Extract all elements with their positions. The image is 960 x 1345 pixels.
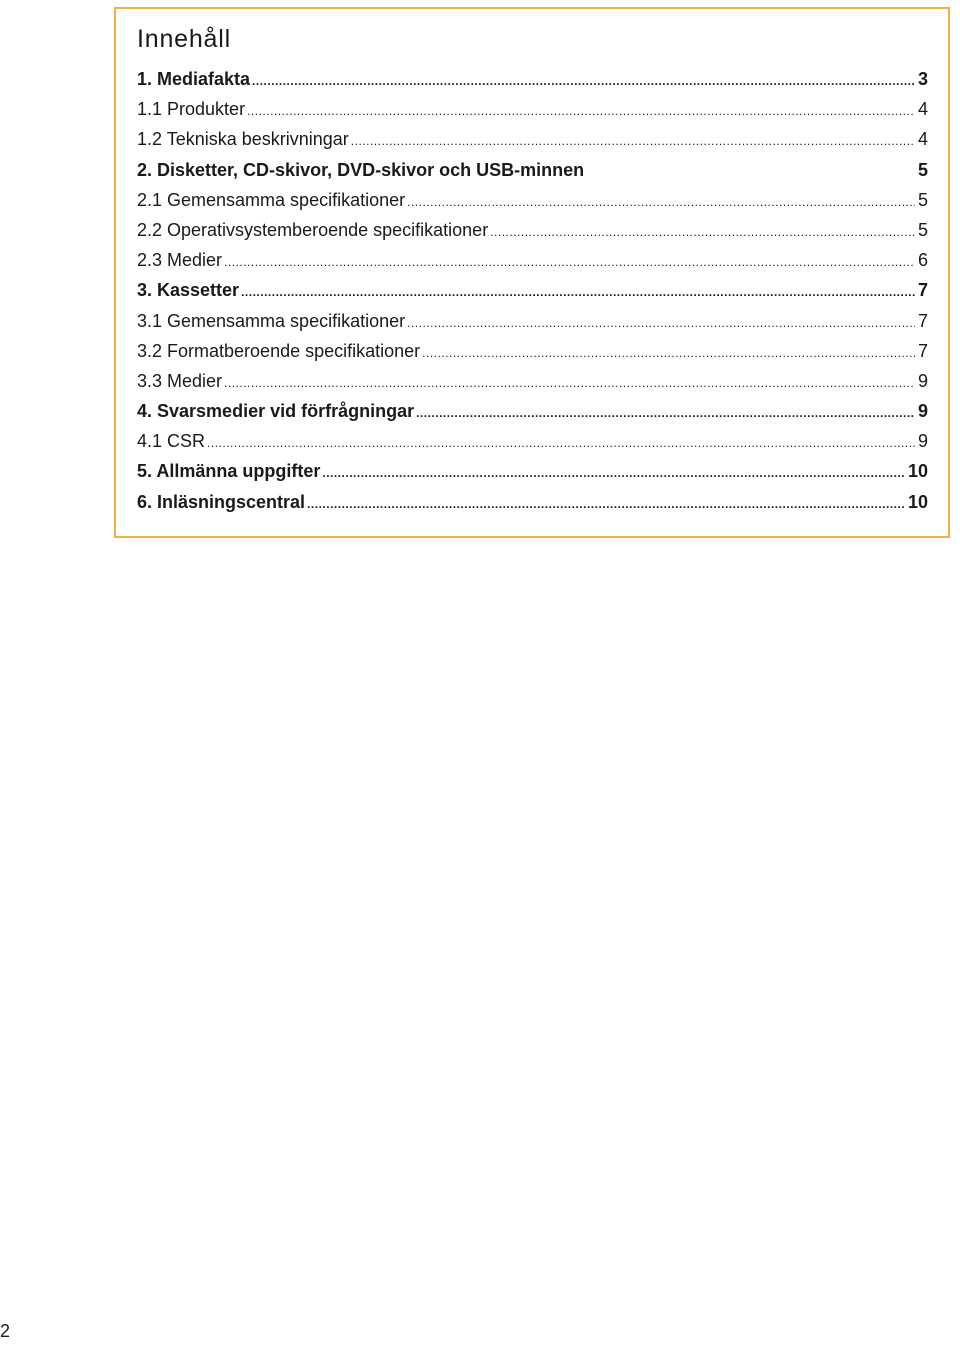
table-of-contents-box xyxy=(114,7,950,538)
toc-entry-label: 2.3 Medier xyxy=(137,250,223,271)
toc-dot-leader xyxy=(490,217,915,247)
toc-entry-label: 5. Allmänna uppgifter xyxy=(137,461,321,482)
toc-entry[interactable] xyxy=(137,245,928,275)
toc-entry-page-number: 9 xyxy=(917,401,928,422)
page-number: 2 xyxy=(0,1321,11,1341)
toc-entry[interactable] xyxy=(137,275,928,305)
toc-entry-page-number: 3 xyxy=(917,69,928,89)
toc-entry-page-number: 5 xyxy=(917,189,928,210)
toc-dot-leader xyxy=(351,126,915,156)
toc-entry-page-number: 10 xyxy=(907,461,928,482)
toc-entry-label: 1. Mediafakta xyxy=(137,69,251,89)
toc-entry-page-number: 9 xyxy=(917,431,928,452)
toc-entry-page-number: 4 xyxy=(917,99,928,120)
toc-entry[interactable] xyxy=(137,456,928,486)
toc-entry-label: 1.1 Produkter xyxy=(137,99,246,120)
toc-dot-leader xyxy=(241,277,915,307)
toc-entry[interactable] xyxy=(137,306,928,336)
toc-entry-label: 2.1 Gemensamma specifikationer xyxy=(137,189,406,210)
toc-dot-leader xyxy=(224,368,915,398)
toc-entry-label: 3.3 Medier xyxy=(137,370,223,391)
toc-entry[interactable] xyxy=(137,396,928,426)
toc-dot-leader xyxy=(407,187,915,217)
toc-entry-page-number: 6 xyxy=(917,250,928,271)
toc-entry-page-number: 7 xyxy=(917,310,928,331)
toc-entry-page-number: 7 xyxy=(917,280,928,301)
toc-dot-leader xyxy=(247,96,915,126)
toc-dot-leader xyxy=(322,458,905,488)
toc-dot-leader xyxy=(407,308,915,338)
toc-entry-page-number: 7 xyxy=(917,340,928,361)
toc-dot-leader xyxy=(252,66,915,96)
toc-entry-label: 4.1 CSR xyxy=(137,431,206,452)
toc-dot-leader xyxy=(307,489,905,519)
toc-list xyxy=(137,64,928,517)
toc-dot-leader xyxy=(422,338,915,368)
toc-entry-page-number: 5 xyxy=(917,159,928,180)
toc-entry-label: 3.2 Formatberoende specifikationer xyxy=(137,340,421,361)
toc-entry[interactable] xyxy=(137,155,928,185)
toc-entry[interactable] xyxy=(137,336,928,366)
toc-entry[interactable] xyxy=(137,366,928,396)
toc-entry-label: 1.2 Tekniska beskrivningar xyxy=(137,129,349,150)
toc-entry[interactable] xyxy=(137,215,928,245)
toc-dot-leader xyxy=(207,428,915,458)
toc-entry-page-number: 9 xyxy=(917,370,928,391)
toc-entry-page-number: 4 xyxy=(917,129,928,150)
toc-entry[interactable] xyxy=(137,426,928,456)
toc-entry-label: 4. Svarsmedier vid förfrågningar xyxy=(137,401,415,422)
toc-entry[interactable] xyxy=(137,94,928,124)
toc-entry-page-number: 5 xyxy=(917,219,928,240)
toc-entry-label: 3. Kassetter xyxy=(137,280,240,301)
toc-entry[interactable] xyxy=(137,124,928,154)
toc-entry[interactable] xyxy=(137,64,928,94)
toc-entry[interactable] xyxy=(137,487,928,517)
toc-entry[interactable] xyxy=(137,185,928,215)
toc-entry-label: 6. Inläsningscentral xyxy=(137,491,306,512)
toc-dot-leader xyxy=(416,398,915,428)
toc-entry-label: 2.2 Operativsystemberoende specifikationer xyxy=(137,219,489,240)
toc-entry-page-number: 10 xyxy=(907,491,928,512)
toc-entry-label: 2. Disketter, CD-skivor, DVD-skivor och USB-minnen xyxy=(137,159,585,180)
toc-dot-leader xyxy=(224,247,915,277)
toc-title: Innehåll xyxy=(137,25,231,53)
toc-entry-label: 3.1 Gemensamma specifikationer xyxy=(137,310,406,331)
